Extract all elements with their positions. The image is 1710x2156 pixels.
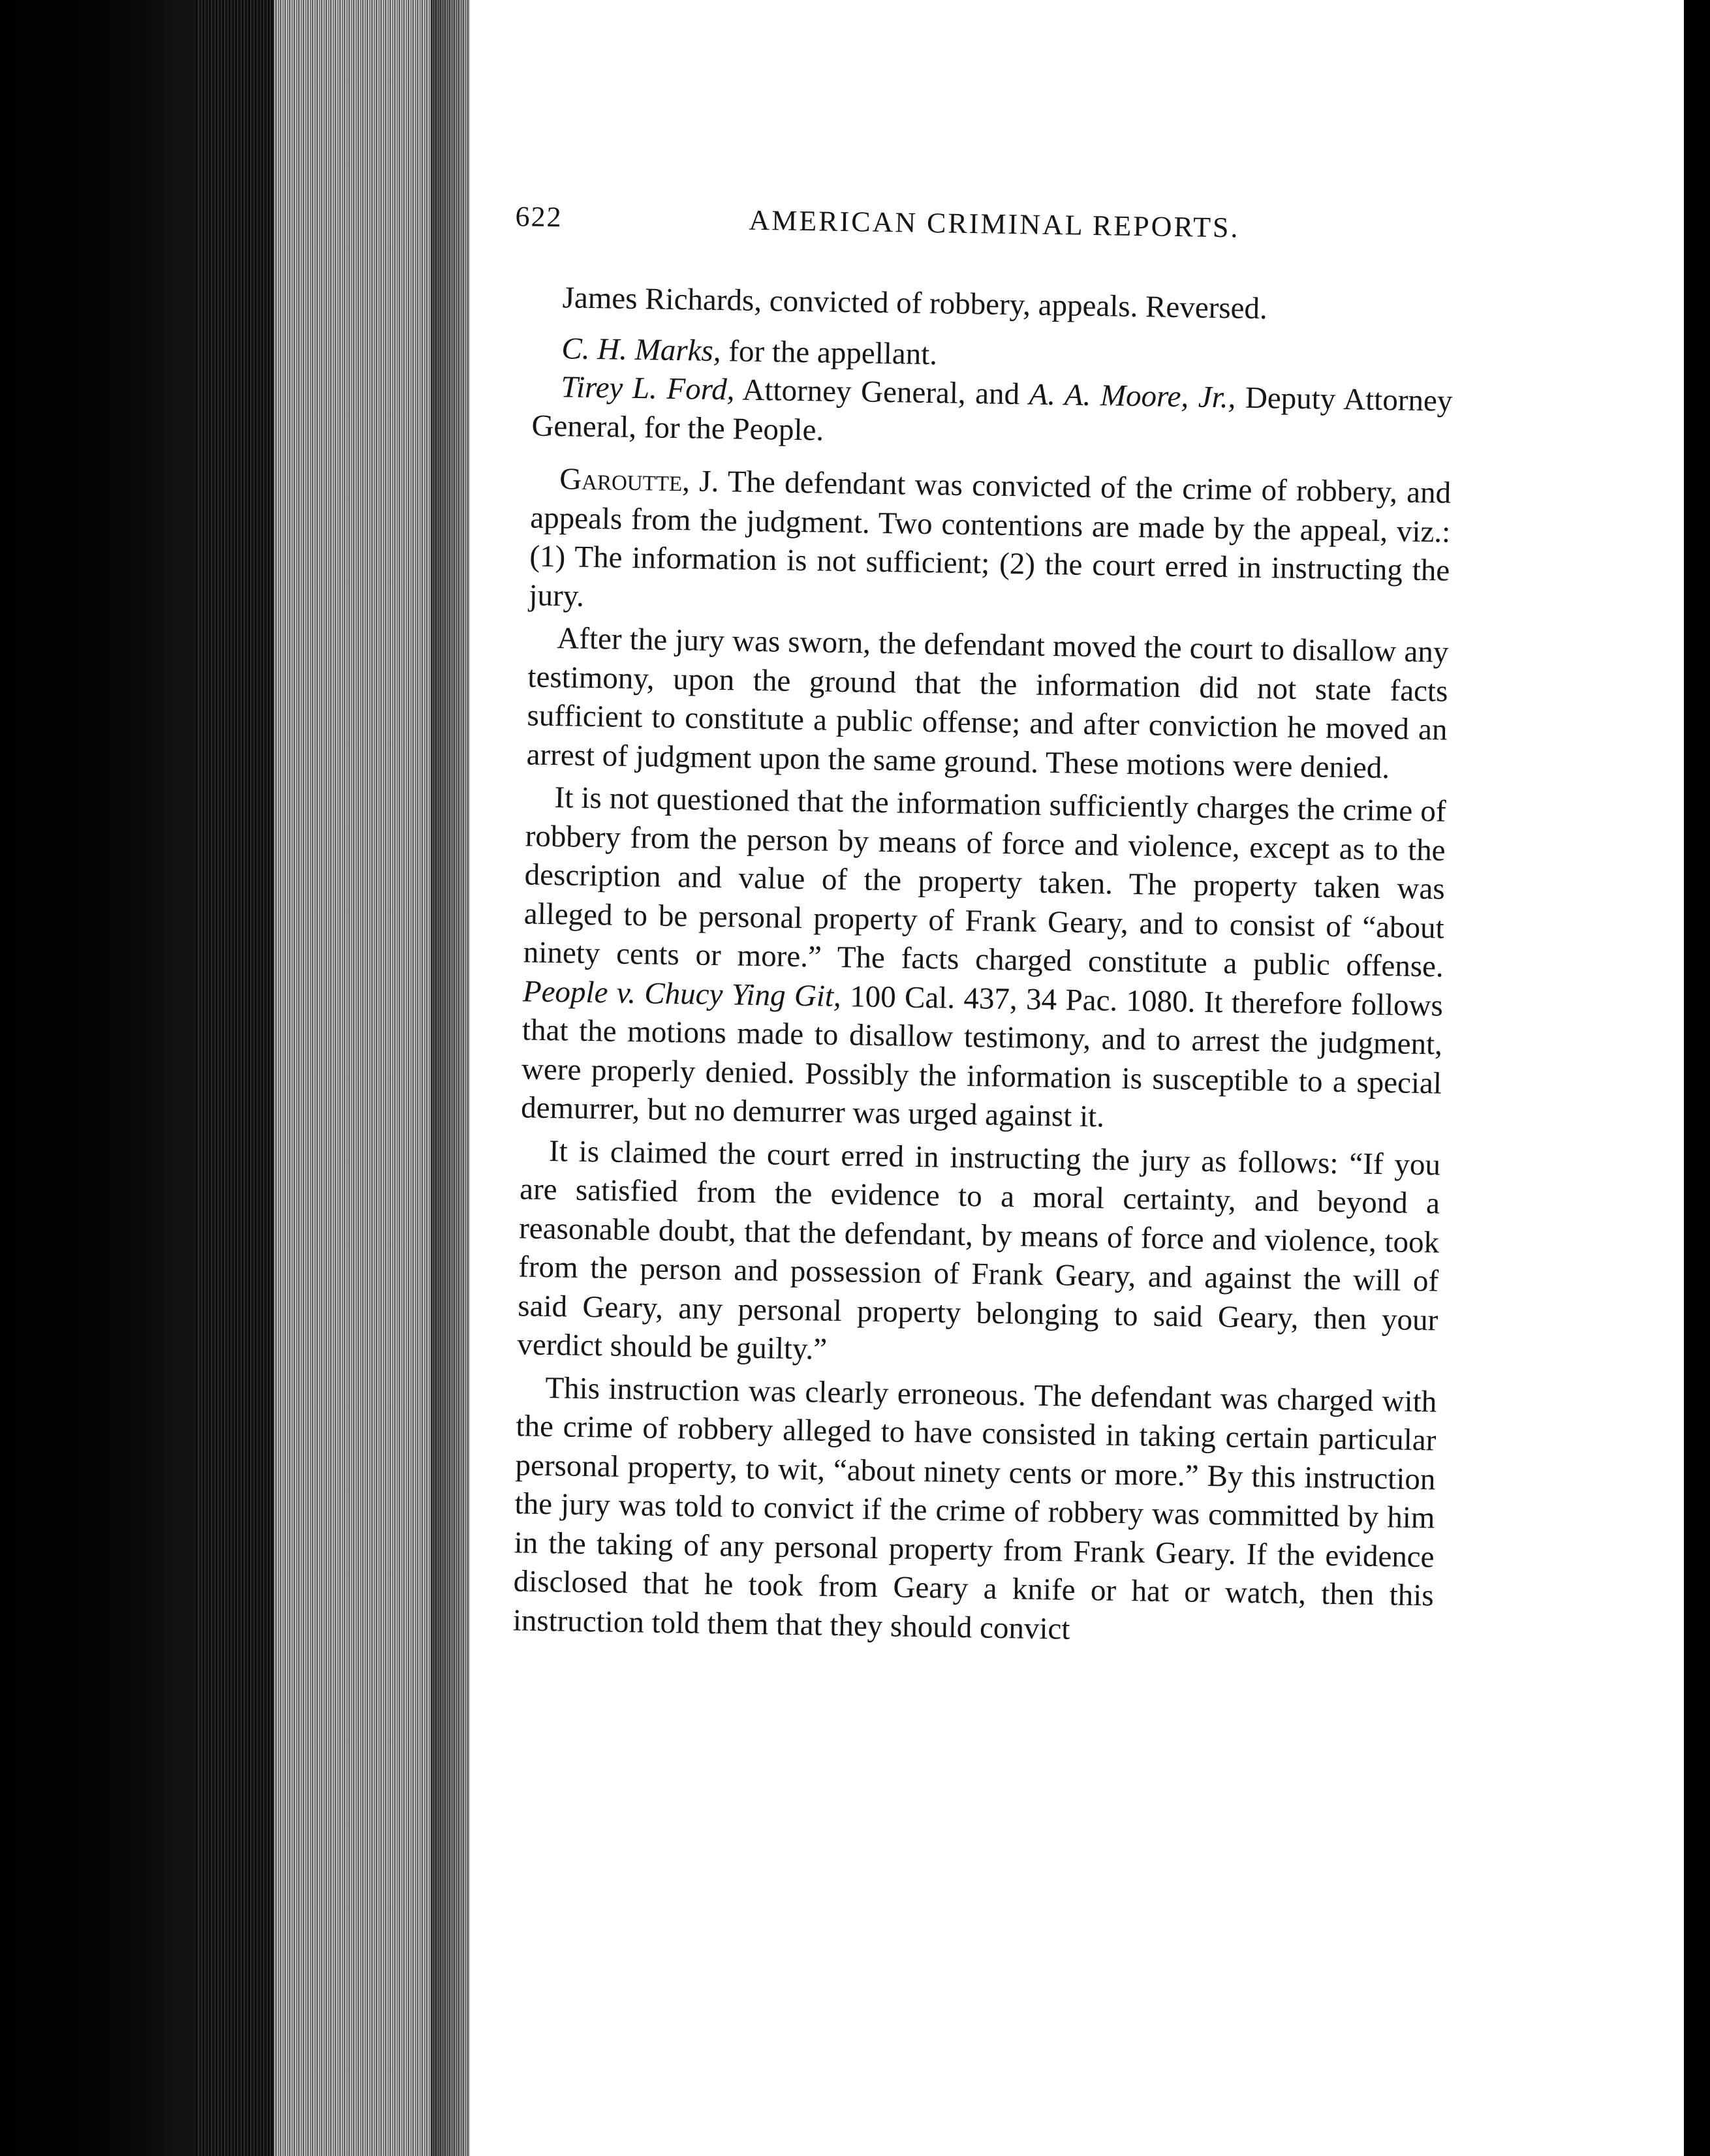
appellant-role: for the appellant.: [721, 333, 938, 371]
page-content: [512, 200, 1618, 1657]
people-role-1: Attorney General, and: [734, 373, 1030, 412]
scan-right-border: [1684, 0, 1710, 2156]
people-attorney-1: Tirey L. Ford,: [561, 370, 735, 407]
opinion-paragraph-1: [529, 459, 1452, 629]
people-attorney-2: A. A. Moore, Jr.,: [1029, 377, 1236, 415]
page-number: 622: [515, 200, 563, 234]
case-summary: James Richards, convicted of robbery, appeals. Reversed.: [562, 281, 1268, 326]
opinion-paragraph-1-text: The defendant was convicted of the crime of robbery, and appeals from the judgment. Two contentions are made by the appeal, viz.: (1) The information is not sufficient; (2) the court erred in instructing the jury.: [529, 465, 1452, 613]
opinion-paragraph-3: [521, 778, 1446, 1142]
counsel-people: [531, 368, 1453, 460]
opinion-paragraph-3-text-b: 100 Cal. 437, 34 Pac. 1080. It therefore follows that the motions made to disallow testimony, and to arrest the judgment, were properly denied. Possibly the information is susceptible to a special demurrer, but no demurrer was urged against it.: [520, 979, 1444, 1134]
page: [470, 0, 1684, 2156]
running-head: [515, 200, 1240, 250]
body-text: [512, 279, 1454, 1655]
opinion-paragraph-5: This instruction was clearly erroneous. The defendant was charged with the crime of robbery alleged to have consisted in taking certain particular personal property, to wit, “about ninety cents or more.” By this instruction the jury was told to convict if the crime of robbery was committed by him in the taking of any personal property from Frank Geary. If the evidence disclosed that he took from Geary a knife or hat or watch, then this instruction told them that they should convict: [512, 1370, 1437, 1646]
spine-shadow: [0, 0, 196, 2156]
appellant-attorney: C. H. Marks,: [561, 331, 721, 368]
case-citation: People v. Chucy Ying Git,: [522, 974, 842, 1013]
judge-name: Garoutte, J.: [559, 462, 719, 499]
opinion-paragraph-3-text-a: It is not questioned that the information sufficiently charges the crime of robbery from the person by means of force and violence, except as to the description and value of the property taken. The property taken was alleged to be personal property of Frank Geary, and to consist of “about ninety cents or more.” The facts charged constitute a public offense.: [523, 780, 1446, 984]
running-title: AMERICAN CRIMINAL REPORTS.: [749, 204, 1240, 244]
opinion-paragraph-4: It is claimed the court erred in instructing the jury as follows: “If you are satisfied from the evidence to a moral certainty, and beyond a reasonable doubt, that the defendant, by means of force and violence, took from the person and possession of Frank Geary, and against the will of said Geary, any personal property belonging to said Geary, then your verdict should be guilty.”: [517, 1133, 1441, 1366]
gutter-shadow: [431, 0, 470, 2156]
people-role-2: Deputy Attorney General, for the People.: [531, 380, 1453, 448]
opinion-paragraph-2: After the jury was sworn, the defendant moved the court to disallow any testimony, upon the ground that the information did not state facts sufficient to constitute a public offense; and after conviction he moved an arrest of judgment upon the same ground. These motions were denied.: [526, 621, 1449, 785]
